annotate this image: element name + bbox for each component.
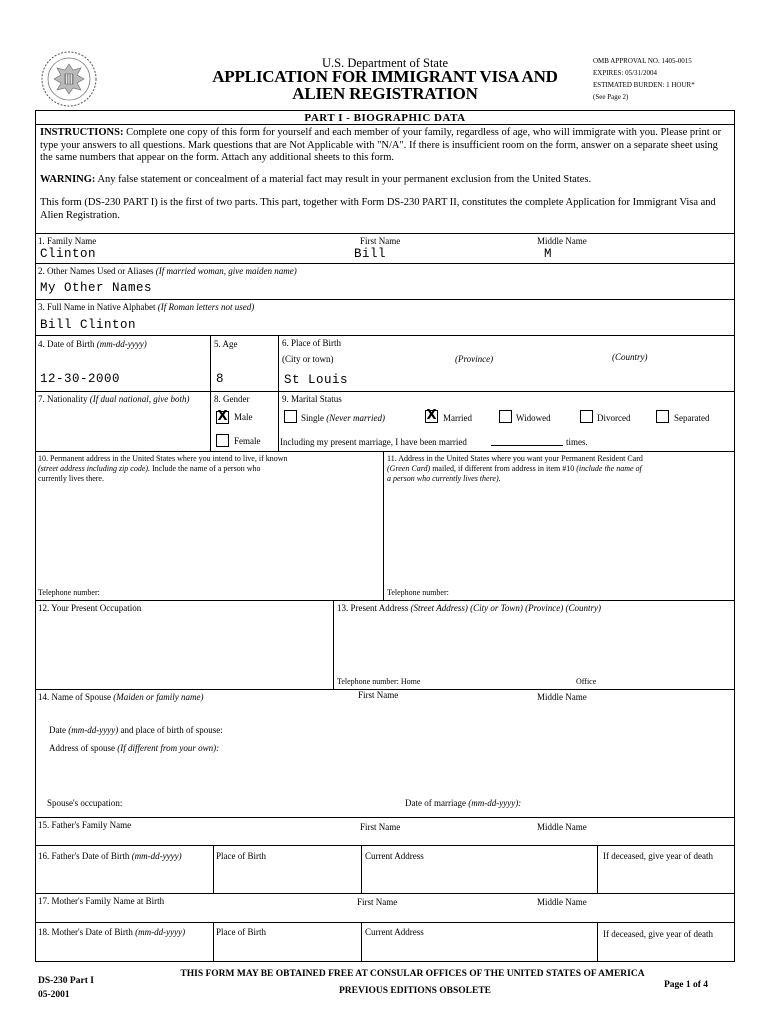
spouse-occupation-label: Spouse's occupation: xyxy=(47,798,123,808)
card-address-telephone-label: Telephone number: xyxy=(387,588,449,597)
card-address-line2-text: mailed, if different from address in item #10 xyxy=(430,464,575,473)
card-address-hint3: a person who currently lives there). xyxy=(387,474,501,483)
marriage-date-label xyxy=(405,798,521,809)
father-address-label: Current Address xyxy=(365,851,424,861)
form-title-line1: APPLICATION FOR IMMIGRANT VISA AND xyxy=(212,67,558,86)
footer-notice: THIS FORM MAY BE OBTAINED FREE AT CONSULAR OFFICES OF THE UNITED STATES OF AMERICA xyxy=(180,969,645,979)
native-name-label xyxy=(38,302,254,313)
spouse-name-label xyxy=(38,692,203,703)
form-date: 05-2001 xyxy=(38,990,70,1000)
marital-status-label: 9. Marital Status xyxy=(282,394,342,404)
card-address-hint2: (include the name of xyxy=(574,464,642,473)
father-name-label: 15. Father's Family Name xyxy=(38,820,132,830)
mother-dob-label-text: 18. Mother's Date of Birth xyxy=(38,927,133,937)
footer-obsolete: PREVIOUS EDITIONS OBSOLETE xyxy=(338,986,492,996)
divorced-label: Divorced xyxy=(597,413,631,423)
present-address-label-text: 13. Present Address xyxy=(337,603,409,613)
form-title-line2: ALIEN REGISTRATION xyxy=(292,84,478,103)
married-times-field[interactable] xyxy=(491,445,563,446)
native-name-field[interactable]: Bill Clinton xyxy=(40,318,137,332)
male-label: Male xyxy=(234,412,253,422)
female-checkbox[interactable] xyxy=(216,434,229,447)
spouse-address-label-text: Address of spouse xyxy=(49,743,115,753)
present-address-hint: (Street Address) (City or Town) (Province) (Country) xyxy=(410,603,601,613)
spouse-dob-hint: (mm-dd-yyyy) xyxy=(68,725,119,735)
permanent-address-label xyxy=(38,454,378,484)
spouse-name-hint: (Maiden or family name) xyxy=(113,692,204,702)
card-address-line1: 11. Address in the United States where you want your Permanent Resident Card xyxy=(387,454,643,463)
mother-first-name-label: First Name xyxy=(357,897,398,907)
father-dob-label xyxy=(38,851,182,862)
native-name-label-text: 3. Full Name in Native Alphabet xyxy=(38,302,156,312)
spouse-dob-suffix: and place of birth of spouse: xyxy=(118,725,223,735)
married-checkbox[interactable] xyxy=(425,410,438,423)
single-label xyxy=(301,413,385,424)
divorced-checkbox[interactable] xyxy=(580,410,593,423)
permanent-address-hint: (street address including zip code). xyxy=(38,464,151,473)
other-names-label xyxy=(38,266,297,277)
single-label-text: Single xyxy=(301,413,325,423)
permanent-address-line2-text: Include the name of a person who xyxy=(150,464,261,473)
male-check-mark: X xyxy=(217,409,228,424)
spouse-dob-label xyxy=(49,725,223,736)
native-name-hint: (If Roman letters not used) xyxy=(157,302,255,312)
mother-address-label: Current Address xyxy=(365,927,424,937)
marriage-date-label-text: Date of marriage xyxy=(405,798,466,808)
card-address-line3 xyxy=(387,474,732,484)
other-names-field[interactable]: My Other Names xyxy=(40,281,153,295)
present-address-label xyxy=(337,603,601,614)
married-times-suffix: times. xyxy=(566,437,588,447)
mother-deceased-label: If deceased, give year of death xyxy=(603,929,713,939)
father-dob-hint: (mm-dd-yyyy) xyxy=(131,851,182,861)
gender-label: 8. Gender xyxy=(214,394,250,404)
country-label: (Country) xyxy=(612,352,648,362)
family-name-label: 1. Family Name xyxy=(38,236,97,246)
age-label: 5. Age xyxy=(214,339,238,349)
occupation-label: 12. Your Present Occupation xyxy=(38,603,142,613)
instructions-text xyxy=(40,127,730,165)
first-name-field[interactable]: Bill xyxy=(354,247,387,261)
family-name-field[interactable]: Clinton xyxy=(40,247,97,261)
present-address-telephone-office-label: Office xyxy=(576,677,597,686)
part-note: This form (DS-230 PART I) is the first of two parts. This part, together with Form DS-230 PART II, constitutes the complete Application for Immigrant Visa and Alien Registration. xyxy=(40,197,716,221)
mother-dob-hint: (mm-dd-yyyy) xyxy=(135,927,186,937)
province-label: (Province) xyxy=(455,354,494,364)
mother-name-label: 17. Mother's Family Name at Birth xyxy=(38,896,165,906)
place-of-birth-label: 6. Place of Birth xyxy=(282,338,341,348)
omb-approval: OMB APPROVAL NO. 1405-0015 xyxy=(593,57,692,65)
single-hint: (Never married) xyxy=(326,413,385,423)
father-first-name-label: First Name xyxy=(360,822,401,832)
father-deceased-label: If deceased, give year of death xyxy=(603,851,713,861)
middle-name-label: Middle Name xyxy=(537,236,587,246)
middle-name-field[interactable]: M xyxy=(544,247,553,261)
mother-dob-label xyxy=(38,927,185,938)
first-name-label: First Name xyxy=(360,236,401,246)
permanent-address-line2 xyxy=(38,464,378,474)
mother-middle-name-label: Middle Name xyxy=(537,897,587,907)
permanent-address-line1: 10. Permanent address in the United States where you intend to live, if known xyxy=(38,454,288,463)
estimated-burden: ESTIMATED BURDEN: 1 HOUR* xyxy=(593,81,695,89)
widowed-checkbox[interactable] xyxy=(499,410,512,423)
spouse-first-name-label: First Name xyxy=(358,690,399,700)
other-names-label-text: 2. Other Names Used or Aliases xyxy=(38,266,154,276)
other-names-hint: (If married woman, give maiden name) xyxy=(155,266,297,276)
married-times-prefix: Including my present marriage, I have been married xyxy=(280,437,467,447)
spouse-dob-prefix: Date xyxy=(49,725,66,735)
nationality-label xyxy=(38,394,189,405)
single-checkbox[interactable] xyxy=(284,410,297,423)
spouse-address-hint: (If different from your own): xyxy=(117,743,220,753)
father-dob-label-text: 16. Father's Date of Birth xyxy=(38,851,130,861)
city-label: (City or town) xyxy=(282,354,334,364)
instructions-body: Complete one copy of this form for yourself and each member of your family, regardless of age, who will immigrate with you. Please print or type your answers to all questions. Mark questions that are Not Applicable with "N/A". If there is insufficient room on the form, answer on a separate sheet using the same numbers that appear on the form. Attach any additional sheets to this form. xyxy=(40,127,722,163)
warning-text xyxy=(40,174,730,187)
expiration-date: EXPIRES: 05/31/2004 xyxy=(593,69,657,77)
page-number: Page 1 of 4 xyxy=(664,980,709,990)
married-label: Married xyxy=(443,413,472,423)
present-address-telephone-home-label: Telephone number: Home xyxy=(337,677,421,686)
place-of-birth-field[interactable]: St Louis xyxy=(284,373,349,387)
father-pob-label: Place of Birth xyxy=(216,851,266,861)
age-field[interactable]: 8 xyxy=(216,372,225,386)
permanent-address-line3: currently lives there. xyxy=(38,474,104,483)
father-middle-name-label: Middle Name xyxy=(537,822,587,832)
card-address-label xyxy=(387,454,732,484)
separated-checkbox[interactable] xyxy=(656,410,669,423)
part-title: PART I - BIOGRAPHIC DATA xyxy=(304,112,466,124)
spouse-name-label-text: 14. Name of Spouse xyxy=(38,692,111,702)
dob-hint: (mm-dd-yyyy) xyxy=(96,339,147,349)
dob-label xyxy=(38,339,147,350)
female-label: Female xyxy=(234,436,261,446)
card-address-line2 xyxy=(387,464,732,474)
permanent-address-telephone-label: Telephone number: xyxy=(38,588,100,597)
see-page-note: (See Page 2) xyxy=(593,93,629,101)
form-id: DS-230 Part I xyxy=(38,976,94,986)
card-address-hint1: (Green Card) xyxy=(387,464,431,473)
widowed-label: Widowed xyxy=(516,413,551,423)
married-check-mark: X xyxy=(426,408,437,423)
dob-field[interactable]: 12-30-2000 xyxy=(40,372,121,386)
department-name: U.S. Department of State xyxy=(321,56,448,70)
spouse-address-label xyxy=(49,743,219,754)
warning-body: Any false statement or concealment of a material fact may result in your permanent exclusion from the United States. xyxy=(95,174,592,185)
dob-label-text: 4. Date of Birth xyxy=(38,339,95,349)
state-department-seal-icon xyxy=(40,50,98,108)
marriage-date-hint: (mm-dd-yyyy): xyxy=(468,798,522,808)
mother-pob-label: Place of Birth xyxy=(216,927,266,937)
spouse-middle-name-label: Middle Name xyxy=(537,692,587,702)
nationality-label-text: 7. Nationality xyxy=(38,394,88,404)
separated-label: Separated xyxy=(674,413,710,423)
nationality-hint: (If dual national, give both) xyxy=(89,394,190,404)
male-checkbox[interactable] xyxy=(216,411,229,424)
warning-label: WARNING: xyxy=(40,174,96,185)
instructions-label: INSTRUCTIONS: xyxy=(40,127,124,138)
